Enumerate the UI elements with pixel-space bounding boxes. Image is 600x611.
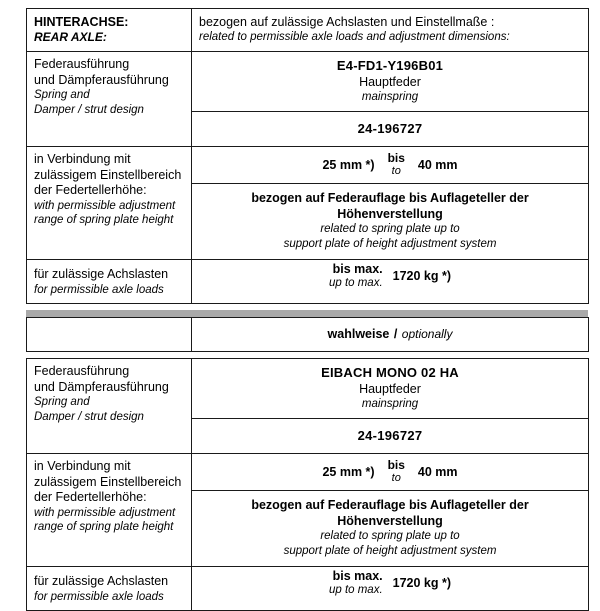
range-separator-en: to	[391, 165, 401, 177]
range-separator-en-alt: to	[391, 472, 401, 484]
range-to-alt: 40 mm	[417, 465, 458, 479]
note-de-line2: Höhenverstellung	[337, 207, 443, 221]
spring-designation: E4-FD1-Y196B01	[336, 58, 444, 73]
part-number: 24-196727	[357, 121, 423, 136]
adjustment-en-line2-alt: range of spring plate height	[34, 521, 174, 533]
mainspring-de: Hauptfeder	[359, 75, 421, 89]
adjustment-de-line3: der Federtellerhöhe:	[34, 183, 147, 197]
spring-design-de-line2-alt: und Dämpferausführung	[34, 379, 169, 394]
adjustment-en-line1-alt: with permissible adjustment	[34, 506, 176, 519]
mainspring-de-alt: Hauptfeder	[359, 382, 421, 396]
header-label-cell	[27, 9, 192, 52]
range-value-alt	[192, 454, 588, 490]
table-row-axle-loads-alt	[27, 567, 589, 611]
spring-design-en-line2-alt: Damper / strut design	[34, 410, 144, 423]
note-en-line1-alt: related to spring plate up to	[320, 530, 460, 542]
table-row-header	[27, 9, 589, 52]
note-de-line2-alt: Höhenverstellung	[337, 514, 443, 528]
note-de-line1: bezogen auf Federauflage bis Auflageteller der	[251, 191, 529, 205]
range-separator	[388, 152, 405, 178]
load-prefix-en: up to max.	[328, 277, 383, 289]
adjustment-de-line3-alt: der Federtellerhöhe:	[34, 490, 147, 504]
table-row-spring-design	[27, 52, 589, 112]
table-row-optional	[27, 318, 589, 352]
spring-designation-cell	[192, 52, 589, 112]
adjustment-de-line1: in Verbindung mit	[34, 152, 131, 166]
load-prefix	[329, 262, 383, 290]
load-prefix-de-alt: bis max.	[332, 569, 383, 583]
adjustment-label-cell	[27, 147, 192, 260]
optional-empty-cell	[27, 318, 192, 352]
part-number-alt: 24-196727	[357, 428, 423, 443]
optional-de: wahlweise	[327, 327, 390, 341]
load-prefix-de: bis max.	[332, 262, 383, 276]
table-row-adjustment-range-alt	[27, 454, 589, 491]
spring-design-en-line1: Spring and	[34, 89, 90, 101]
mainspring-en: mainspring	[361, 91, 419, 103]
axle-load-value	[192, 260, 588, 292]
adjustment-en-line2: range of spring plate height	[34, 214, 174, 226]
part-number-cell-alt	[192, 419, 589, 454]
optional-divider-table	[26, 317, 589, 352]
adjustment-de-line2-alt: zulässigem Einstellbereich	[34, 474, 182, 489]
spring-design-label-cell-alt	[27, 359, 192, 454]
optional-separator: /	[393, 327, 398, 341]
part-number-cell	[192, 112, 589, 147]
header-label-de: HINTERACHSE:	[34, 15, 129, 29]
axle-loads-label-cell-alt	[27, 567, 192, 611]
spec-sheet	[26, 0, 588, 611]
optional-label	[192, 318, 588, 351]
range-value-cell-alt	[192, 454, 589, 491]
spring-designation-cell-alt	[192, 359, 589, 419]
adjustment-de-line2: zulässigem Einstellbereich	[34, 167, 182, 182]
adjustment-en-line1: with permissible adjustment	[34, 199, 176, 212]
spring-design-en-line2: Damper / strut design	[34, 103, 144, 116]
range-separator-alt	[388, 459, 405, 485]
range-separator-de-alt: bis	[387, 458, 405, 472]
load-prefix-en-alt: up to max.	[328, 584, 383, 596]
optional-value-cell	[192, 318, 589, 352]
axle-loads-en-alt: for permissible axle loads	[34, 590, 164, 603]
spec-table-primary	[26, 8, 589, 304]
range-value-cell	[192, 147, 589, 184]
axle-loads-de-alt: für zulässige Achslasten	[34, 574, 169, 588]
axle-loads-de: für zulässige Achslasten	[34, 267, 169, 281]
adjustment-label-cell-alt	[27, 454, 192, 567]
range-to: 40 mm	[417, 158, 458, 172]
reference-note-cell	[192, 184, 589, 260]
reference-note-cell-alt	[192, 491, 589, 567]
reference-note	[192, 184, 588, 259]
table-row-axle-loads	[27, 260, 589, 304]
load-max-value-alt: 1720 kg *)	[392, 576, 452, 590]
table-row-spring-design-alt	[27, 359, 589, 419]
top-margin	[26, 0, 588, 8]
note-en-line2: support plate of height adjustment system	[283, 238, 497, 250]
spec-table-optional	[26, 358, 589, 611]
axle-loads-label-cell	[27, 260, 192, 304]
spring-design-de-line1: Federausführung	[34, 57, 130, 71]
note-en-line2-alt: support plate of height adjustment system	[283, 545, 497, 557]
reference-note-alt	[192, 491, 588, 566]
adjustment-de-line1-alt: in Verbindung mit	[34, 459, 131, 473]
load-prefix-alt	[329, 569, 383, 597]
range-from-alt: 25 mm *)	[322, 465, 375, 479]
load-max-value: 1720 kg *)	[392, 269, 452, 283]
header-value-en: related to permissible axle loads and adjustment dimensions:	[199, 31, 510, 43]
range-value	[192, 147, 588, 183]
spring-design-en-line1-alt: Spring and	[34, 396, 90, 408]
range-separator-de: bis	[387, 151, 405, 165]
axle-load-value-alt	[192, 567, 588, 599]
header-label-en: REAR AXLE:	[34, 30, 107, 44]
axle-loads-value-cell-alt	[192, 567, 589, 611]
mainspring-en-alt: mainspring	[361, 398, 419, 410]
note-de-line1-alt: bezogen auf Federauflage bis Auflageteller der	[251, 498, 529, 512]
spring-designation-alt: EIBACH MONO 02 HA	[321, 365, 459, 380]
axle-loads-value-cell	[192, 260, 589, 304]
range-from: 25 mm *)	[322, 158, 375, 172]
table-row-adjustment-range	[27, 147, 589, 184]
header-value-cell	[192, 9, 589, 52]
section-separator-band	[26, 310, 588, 317]
spring-design-de-line2: und Dämpferausführung	[34, 72, 169, 87]
header-value-de: bezogen auf zulässige Achslasten und Einstellmaße :	[199, 15, 495, 29]
spring-design-label-cell	[27, 52, 192, 147]
note-en-line1: related to spring plate up to	[320, 223, 460, 235]
spring-design-de-line1-alt: Federausführung	[34, 364, 130, 378]
optional-en: optionally	[401, 327, 453, 341]
axle-loads-en: for permissible axle loads	[34, 283, 164, 296]
